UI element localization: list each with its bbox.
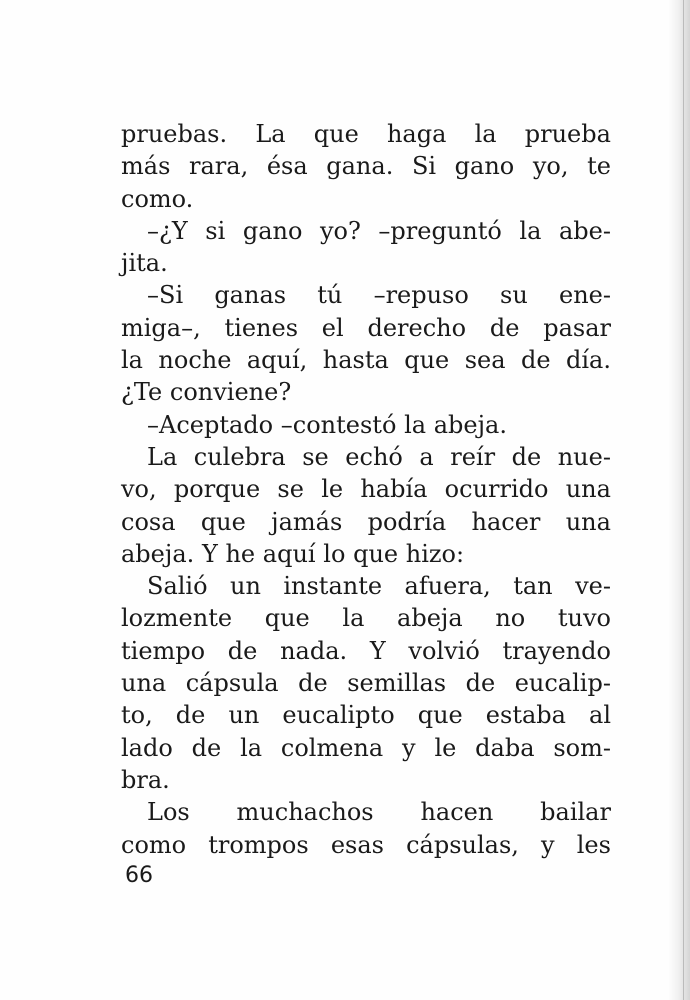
word: un	[228, 701, 260, 730]
word: daba	[475, 733, 535, 762]
word: bailar	[540, 798, 611, 827]
text-line	[121, 183, 611, 215]
word: una	[121, 669, 167, 698]
word: La	[147, 442, 178, 471]
word: jita.	[121, 249, 168, 278]
word: como	[121, 830, 187, 859]
word: sea	[464, 346, 506, 375]
word: vo,	[121, 475, 157, 504]
text-line	[121, 376, 611, 408]
word: abe-	[558, 216, 611, 245]
word: como.	[121, 184, 194, 213]
word: trayendo	[502, 636, 611, 665]
text-line	[121, 312, 611, 344]
word: Y	[201, 539, 218, 568]
word: semillas	[347, 669, 447, 698]
word: eucalipto	[282, 701, 395, 730]
word: la	[404, 410, 427, 439]
word: a	[419, 442, 434, 471]
word: som-	[553, 733, 611, 762]
word: de	[489, 313, 520, 342]
word: les	[576, 830, 611, 859]
text-line	[121, 473, 611, 505]
word: nada.	[280, 636, 348, 665]
text-line	[121, 279, 611, 311]
text-line	[121, 764, 611, 796]
text-line	[121, 344, 611, 376]
word: hasta	[322, 346, 389, 375]
word: Y	[369, 636, 386, 665]
word: to,	[121, 701, 153, 730]
word: hizo:	[405, 539, 465, 568]
word: echó	[345, 442, 403, 471]
word: de	[175, 701, 206, 730]
page-number: 66	[125, 863, 153, 888]
word: su	[500, 281, 528, 310]
word: yo?	[319, 216, 361, 245]
word: gano	[454, 152, 515, 181]
word: noche	[158, 346, 232, 375]
word: La	[255, 120, 286, 148]
text-line	[121, 732, 611, 764]
word: cosa	[121, 507, 176, 536]
text-line	[121, 796, 611, 828]
word: ganas	[214, 281, 287, 310]
word: abeja	[397, 604, 463, 633]
text-line	[121, 215, 611, 247]
word: instante	[283, 572, 383, 601]
word: al	[589, 701, 611, 730]
word: ésa	[266, 152, 308, 181]
word: la	[240, 733, 263, 762]
word: culebra	[193, 442, 286, 471]
word: que	[404, 346, 450, 375]
word: la	[474, 120, 497, 148]
word: tuvo	[557, 604, 611, 633]
word: reír	[450, 442, 496, 471]
word: le	[434, 733, 457, 762]
word: ¿Te	[121, 378, 163, 407]
word: pruebas.	[121, 120, 228, 148]
word: lozmente	[121, 604, 233, 633]
text-line	[121, 635, 611, 667]
body-text	[121, 118, 611, 861]
word: estaba	[485, 701, 566, 730]
word: pasar	[543, 313, 611, 342]
word: derecho	[367, 313, 467, 342]
word: y	[541, 830, 555, 859]
word: había	[360, 475, 428, 504]
page-gutter-shadow	[668, 0, 690, 1000]
word: Salió	[147, 572, 208, 601]
word: cápsula	[185, 669, 279, 698]
word: te	[587, 152, 611, 181]
word: aquí,	[246, 346, 308, 375]
word: ve-	[575, 572, 611, 601]
page-edge-line	[683, 0, 684, 1000]
word: haga	[386, 120, 447, 148]
word: tú	[317, 281, 343, 310]
word: he	[225, 539, 256, 568]
word: más	[121, 152, 171, 181]
word: podría	[367, 507, 447, 536]
word: colmena	[280, 733, 384, 762]
word: hacen	[420, 798, 494, 827]
word: se	[302, 442, 329, 471]
word: rara,	[189, 152, 249, 181]
word: que	[417, 701, 463, 730]
text-line	[121, 667, 611, 699]
word: un	[230, 572, 261, 601]
word: no	[495, 604, 526, 633]
word: bra.	[121, 765, 170, 794]
word: de	[298, 669, 328, 698]
word: tiempo	[121, 636, 206, 665]
word: tan	[513, 572, 553, 601]
word: ocurrido	[444, 475, 549, 504]
word: abeja.	[433, 410, 507, 439]
word: gano	[242, 216, 303, 245]
word: el	[321, 313, 344, 342]
word: de	[520, 346, 551, 375]
word: que	[200, 507, 246, 536]
word: –¿Y	[147, 216, 188, 245]
word: día.	[565, 346, 611, 375]
text-line	[121, 441, 611, 473]
word: aquí	[262, 539, 316, 568]
word: esas	[330, 830, 384, 859]
word: afuera,	[404, 572, 491, 601]
text-line	[121, 602, 611, 634]
word: tienes	[224, 313, 299, 342]
word: –contestó	[280, 410, 397, 439]
word: hacer	[471, 507, 541, 536]
text-line	[121, 699, 611, 731]
word: jamás	[271, 507, 343, 536]
text-line	[121, 247, 611, 279]
word: le	[321, 475, 344, 504]
word: muchachos	[236, 798, 374, 827]
word: se	[277, 475, 304, 504]
text-line	[121, 829, 611, 861]
text-line	[121, 506, 611, 538]
text-line	[121, 150, 611, 182]
word: de	[465, 669, 496, 698]
text-line	[121, 538, 611, 570]
word: de	[227, 636, 258, 665]
word: la	[121, 346, 143, 375]
word: –Aceptado	[147, 410, 274, 439]
word: la	[342, 604, 365, 633]
word: yo,	[532, 152, 569, 181]
word: lado	[121, 733, 173, 762]
word: –Si	[147, 281, 184, 310]
text-line	[121, 570, 611, 602]
word: y	[402, 733, 416, 762]
text-line	[121, 409, 611, 441]
word: –preguntó	[378, 216, 502, 245]
word: si	[205, 216, 226, 245]
word: la	[519, 216, 542, 245]
word: volvió	[408, 636, 480, 665]
word: –repuso	[373, 281, 469, 310]
word: ene-	[558, 281, 611, 310]
word: miga–,	[121, 313, 201, 342]
word: que	[313, 120, 359, 148]
word: que	[353, 539, 399, 568]
word: cápsulas,	[406, 830, 519, 859]
word: eucalip-	[514, 669, 611, 698]
word: nue-	[557, 442, 611, 471]
word: conviene?	[169, 378, 292, 407]
word: Si	[411, 152, 437, 181]
word: de	[511, 442, 542, 471]
word: lo	[323, 539, 346, 568]
word: prueba	[524, 120, 611, 148]
text-line	[121, 118, 611, 150]
word: que	[264, 604, 310, 633]
word: gana.	[326, 152, 394, 181]
word: porque	[173, 475, 261, 504]
word: una	[565, 507, 611, 536]
word: de	[191, 733, 222, 762]
word: una	[565, 475, 611, 504]
word: abeja.	[121, 539, 195, 568]
word: trompos	[208, 830, 309, 859]
word: Los	[147, 798, 190, 827]
